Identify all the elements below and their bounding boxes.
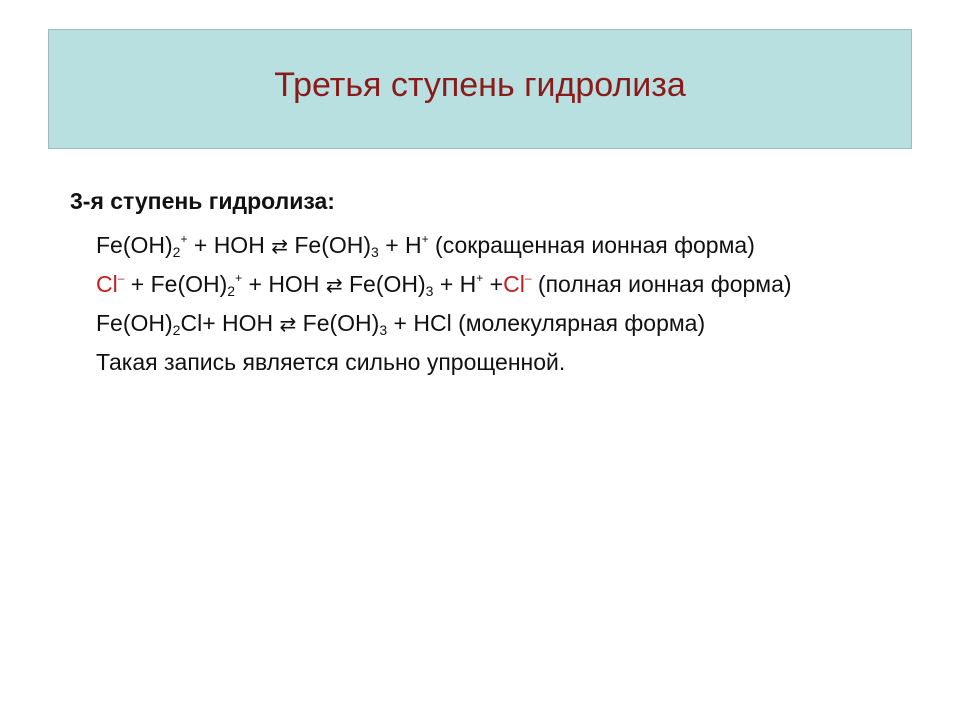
eq2-sub3: 3 (425, 283, 434, 299)
title-banner (48, 29, 912, 149)
slide-title: Третья ступень гидролиза (274, 65, 686, 104)
eq3-note: (молекулярная форма) (451, 310, 706, 336)
eq2-cl2-charge: – (524, 271, 532, 285)
eq1-h-charge: + (421, 232, 429, 246)
eq2-cl-charge: – (117, 271, 125, 285)
eq2-h: + H (433, 271, 477, 297)
equilibrium-arrow-icon: ⇄ (325, 273, 343, 297)
eq1-sub3: 3 (371, 244, 379, 260)
slide-body (70, 188, 930, 384)
eq3-hcl: + HCl (387, 310, 452, 336)
eq3-feoh: Fe(OH) (96, 310, 173, 336)
eq2-note: (полная ионная форма) (531, 271, 792, 297)
eq2-cl: Cl (96, 271, 118, 297)
equation-short-ionic (96, 229, 930, 262)
eq3-cl: Cl+ HOH (180, 310, 280, 336)
eq2-sub2: 2 (227, 283, 236, 299)
eq2-hoh: + HOH (242, 271, 326, 297)
eq2-cl2: Cl (503, 271, 525, 297)
eq1-charge: + (180, 232, 188, 246)
eq2-plus: + (483, 271, 504, 297)
section-heading: 3-я ступень гидролиза: (70, 188, 335, 214)
equation-molecular (96, 307, 930, 340)
eq3-feoh3: Fe(OH) (296, 310, 380, 336)
conclusion-text: Такая запись является сильно упрощенной. (96, 349, 566, 375)
eq2-feoh: + Fe(OH) (124, 271, 228, 297)
equilibrium-arrow-icon: ⇄ (279, 312, 297, 336)
eq2-h-charge: + (476, 271, 484, 285)
eq3-sub2: 2 (172, 322, 181, 338)
eq1-hoh: + HOH (187, 232, 272, 258)
eq1-feoh: Fe(OH) (96, 232, 173, 258)
eq2-feoh3: Fe(OH) (342, 271, 426, 297)
eq1-feoh3: Fe(OH) (287, 232, 372, 258)
equation-full-ionic (96, 268, 876, 301)
equilibrium-arrow-icon: ⇄ (271, 234, 288, 258)
eq1-h: + H (378, 232, 422, 258)
eq1-note: (сокращенная ионная форма) (428, 232, 755, 258)
eq1-sub2: 2 (172, 244, 181, 260)
eq2-charge: + (235, 271, 243, 285)
eq3-sub3: 3 (379, 322, 388, 338)
